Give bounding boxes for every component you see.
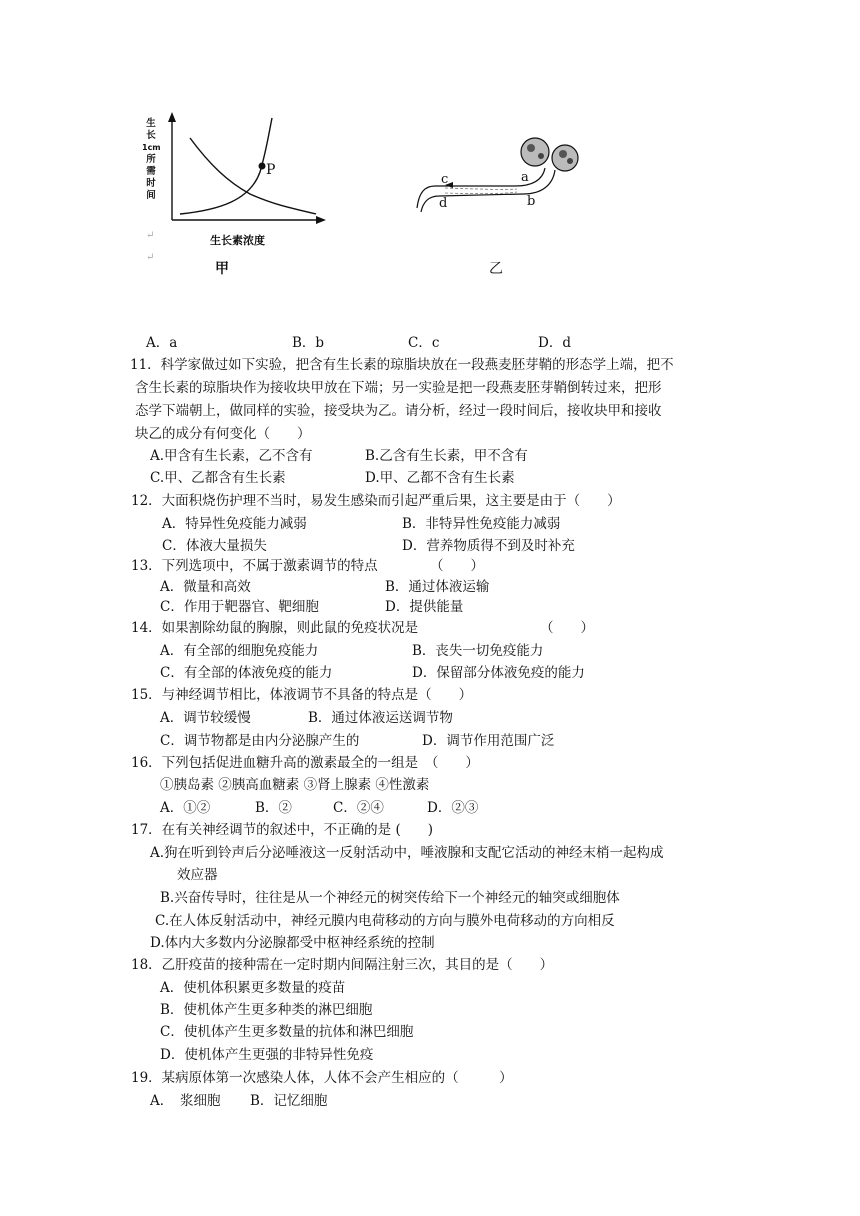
q17-option: B.兴奋传导时，往往是从一个神经元的树突传给下一个神经元的轴突或细胞体 bbox=[160, 890, 620, 906]
return-mark: ↵ bbox=[146, 230, 155, 241]
point-p-label: P bbox=[266, 162, 276, 178]
q10-option-d: D．d bbox=[538, 335, 571, 351]
q16-option: A．①② bbox=[160, 800, 211, 816]
q12-option: A．特异性免疫能力减弱 bbox=[162, 516, 307, 532]
q14-option: C．有全部的体液免疫的能力 bbox=[160, 665, 333, 681]
coleoptile-diagram bbox=[405, 130, 605, 230]
q18-option: A．使机体积累更多数量的疫苗 bbox=[160, 980, 346, 996]
q11-stem: 11．科学家做过如下实验，把含有生长素的琼脂块放在一段燕麦胚芽鞘的形态学上端，把不 bbox=[130, 357, 674, 373]
figure-yi bbox=[405, 130, 605, 230]
y-label-char: 需 bbox=[146, 166, 156, 177]
q17-option: C.在人体反射活动中，神经元膜内电荷移动的方向与膜外电荷移动的方向相反 bbox=[155, 913, 615, 929]
y-label-char: 间 bbox=[146, 190, 156, 201]
y-label-char: 所 bbox=[146, 154, 156, 165]
y-label-char: 时 bbox=[146, 178, 156, 189]
q11-option: A.甲含有生长素，乙不含有 bbox=[150, 448, 313, 464]
q12-stem: 12．大面积烧伤护理不当时，易发生感染而引起严重后果，这主要是由于（ ） bbox=[131, 493, 621, 509]
q11-stem: 块乙的成分有何变化（ ） bbox=[135, 426, 311, 442]
q18-option: C．使机体产生更多数量的抗体和淋巴细胞 bbox=[160, 1024, 414, 1040]
figure-jia bbox=[140, 110, 330, 280]
q15-option: D．调节作用范围广泛 bbox=[422, 733, 555, 749]
q13-stem-paren: （ ） bbox=[430, 558, 484, 574]
point-p bbox=[259, 163, 266, 170]
q13-option: B．通过体液运输 bbox=[385, 579, 490, 595]
q17-option: A.狗在听到铃声后分泌唾液这一反射活动中，唾液腺和支配它活动的神经末梢一起构成 bbox=[150, 845, 664, 861]
figure-jia-caption: 甲 bbox=[215, 261, 229, 277]
q10-option-c: C．c bbox=[408, 335, 440, 351]
q16-option: C．②④ bbox=[333, 800, 384, 816]
y-label-char: 1cm bbox=[142, 143, 161, 152]
q10-option-b: B．b bbox=[292, 335, 325, 351]
q11-option: D.甲、乙都不含有生长素 bbox=[365, 470, 515, 486]
q19-option: A． 浆细胞 bbox=[150, 1093, 221, 1109]
q19-stem: 19．某病原体第一次感染人体，人体不会产生相应的（ ） bbox=[131, 1070, 513, 1086]
q15-option: C．调节物都是由内分泌腺产生的 bbox=[160, 733, 360, 749]
q19-option: B．记忆细胞 bbox=[250, 1093, 328, 1109]
y-label-char: 生 bbox=[146, 118, 156, 129]
q12-option: D．营养物质得不到及时补充 bbox=[402, 538, 575, 554]
q13-option: A．微量和高效 bbox=[160, 579, 251, 595]
q13-option: D．提供能量 bbox=[385, 599, 464, 615]
q13-stem: 13．下列选项中，不属于激素调节的特点 bbox=[131, 558, 378, 574]
y-axis-label bbox=[142, 118, 160, 202]
return-mark: ↵ bbox=[146, 252, 155, 263]
y-label-char: 长 bbox=[146, 130, 156, 141]
q18-option: D．使机体产生更强的非特异性免疫 bbox=[160, 1047, 374, 1063]
q11-stem: 态学下端朝上，做同样的实验，接受块为乙。请分析，经过一段时间后，接收块甲和接收 bbox=[135, 403, 662, 419]
q10-option-a: A．a bbox=[146, 335, 178, 351]
q16-option: B．② bbox=[255, 800, 292, 816]
q15-option: A．调节较缓慢 bbox=[160, 710, 251, 726]
q14-option: A．有全部的细胞免疫能力 bbox=[160, 643, 319, 659]
q16-stem: 16．下列包括促进血糖升高的激素最全的一组是 （ ） bbox=[131, 755, 479, 771]
rising-curve bbox=[180, 118, 272, 214]
q14-stem: 14．如果割除幼鼠的胸腺，则此鼠的免疫状况是 bbox=[131, 620, 419, 636]
figure-yi-caption: 乙 bbox=[489, 261, 503, 277]
q14-stem-paren: （ ） bbox=[540, 620, 594, 636]
label-a: a bbox=[521, 170, 529, 185]
q17-option-cont: 效应器 bbox=[177, 867, 218, 883]
q11-option: B.乙含有生长素，甲不含有 bbox=[365, 448, 528, 464]
q15-option: B．通过体液运送调节物 bbox=[308, 710, 453, 726]
q17-stem: 17．在有关神经调节的叙述中，不正确的是 ( ) bbox=[131, 822, 434, 838]
label-b: b bbox=[527, 194, 536, 209]
q12-option: C．体液大量损失 bbox=[162, 538, 267, 554]
q12-option: B．非特异性免疫能力减弱 bbox=[402, 516, 561, 532]
q18-stem: 18．乙肝疫苗的接种需在一定时期内间隔注射三次，其目的是（ ） bbox=[131, 957, 554, 973]
q13-option: C．作用于靶器官、靶细胞 bbox=[160, 599, 319, 615]
label-d: d bbox=[439, 196, 448, 211]
label-c: c bbox=[441, 172, 449, 187]
q15-stem: 15．与神经调节相比，体液调节不具备的特点是（ ） bbox=[131, 687, 473, 703]
q11-option: C.甲、乙都含有生长素 bbox=[150, 470, 286, 486]
q17-option: D.体内大多数内分泌腺都受中枢神经系统的控制 bbox=[150, 935, 435, 951]
q14-option: D．保留部分体液免疫的能力 bbox=[412, 665, 585, 681]
q16-option: D．②③ bbox=[427, 800, 479, 816]
falling-curve bbox=[190, 138, 316, 214]
x-axis-label: 生长素浓度 bbox=[210, 234, 265, 247]
q16-choices: ①胰岛素 ②胰高血糖素 ③肾上腺素 ④性激素 bbox=[160, 777, 430, 793]
q11-stem: 含生长素的琼脂块作为接收块甲放在下端；另一实验是把一段燕麦胚芽鞘倒转过来，把形 bbox=[135, 380, 662, 396]
q18-option: B．使机体产生更多种类的淋巴细胞 bbox=[160, 1002, 373, 1018]
growth-curve-chart bbox=[140, 110, 330, 280]
q14-option: B．丧失一切免疫能力 bbox=[412, 643, 544, 659]
